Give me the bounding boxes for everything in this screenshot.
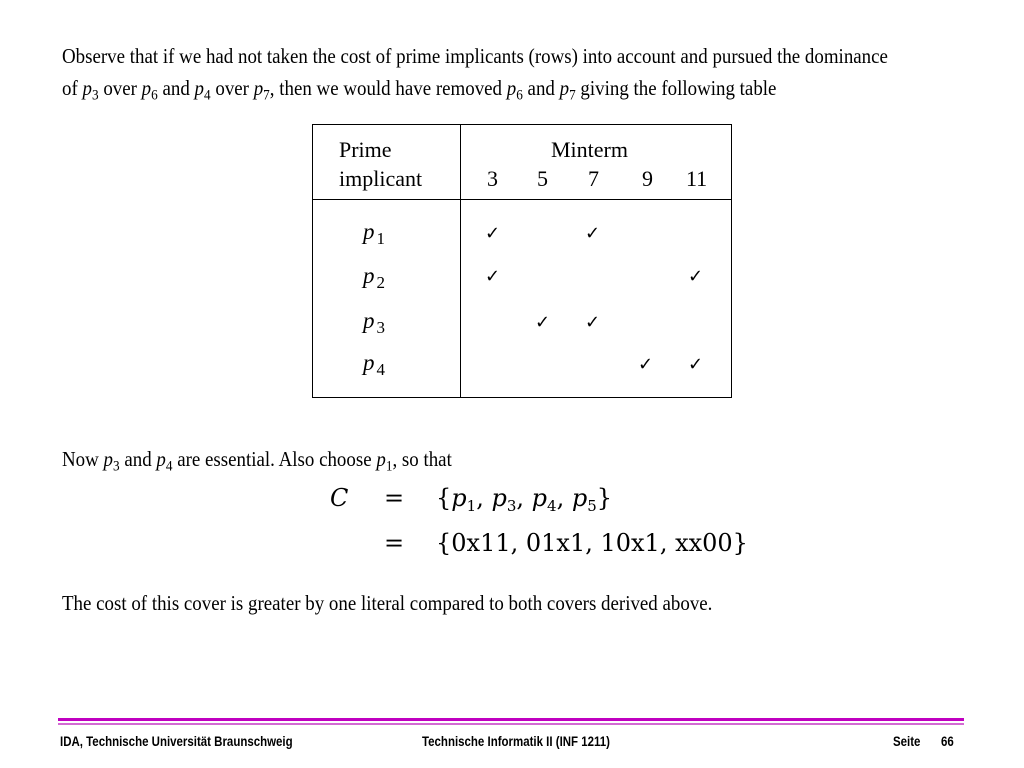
footer-rule-secondary <box>58 723 964 725</box>
intro-paragraph <box>62 46 888 110</box>
intro-line-1: Observe that if we had not taken the cost of prime implicants (rows) into account and pursued the dominance <box>62 44 888 68</box>
row-label-p4: p $_4$ <box>363 350 385 379</box>
minterm-9: 9 <box>642 166 653 191</box>
table-divider-vertical <box>460 125 461 397</box>
footer-page-number: 66 <box>941 733 954 749</box>
check-mark-icon: ✓ <box>688 266 704 287</box>
conclusion-sentence: The cost of this cover is greater by one literal compared to both covers derived above. <box>62 591 713 615</box>
header-implicant: implicant <box>339 166 423 191</box>
table-divider-horizontal <box>313 199 731 200</box>
row-label-p1: p $_1$ <box>363 219 385 248</box>
equation-set-1: {$p_1$, $p_3$, $p_4$, $p_5$} <box>436 484 613 515</box>
check-mark-icon: ✓ <box>585 223 601 244</box>
header-prime: Prime <box>339 137 392 162</box>
minterm-5: 5 <box>537 166 548 191</box>
header-minterm: Minterm <box>551 137 628 162</box>
footer-rule <box>58 718 964 721</box>
row-label-p3: p $_3$ <box>363 308 385 337</box>
check-mark-icon: ✓ <box>485 223 501 244</box>
row-label-p2: p $_2$ <box>363 263 385 292</box>
minterm-11: 11 <box>686 166 708 191</box>
check-mark-icon: ✓ <box>585 312 601 333</box>
check-mark-icon: ✓ <box>638 354 654 375</box>
minterm-3: 3 <box>487 166 498 191</box>
footer-page-label: Seite <box>893 733 921 749</box>
footer-institution: IDA, Technische Universität Braunschweig <box>60 733 293 749</box>
check-mark-icon: ✓ <box>688 354 704 375</box>
equation-equals-1: = <box>384 484 405 512</box>
equation-set-2: {0x11, 01x1, 10x1, xx00} <box>436 529 748 557</box>
footer-course: Technische Informatik II (INF 1211) <box>422 733 610 749</box>
check-mark-icon: ✓ <box>535 312 551 333</box>
intro-line-2: of $p_3$ over $p_6$ and $p_4$ over $p_7$, then we would have removed $p_6$ and $p_7$ giving the following table <box>62 76 777 104</box>
minterm-7: 7 <box>588 166 599 191</box>
check-mark-icon: ✓ <box>485 266 501 287</box>
prime-implicant-table <box>312 124 732 398</box>
equation-lhs: C <box>330 484 349 512</box>
essential-sentence: Now $p_3$ and $p_4$ are essential. Also choose $p_1$, so that <box>62 447 452 475</box>
equation-equals-2: = <box>384 529 405 557</box>
